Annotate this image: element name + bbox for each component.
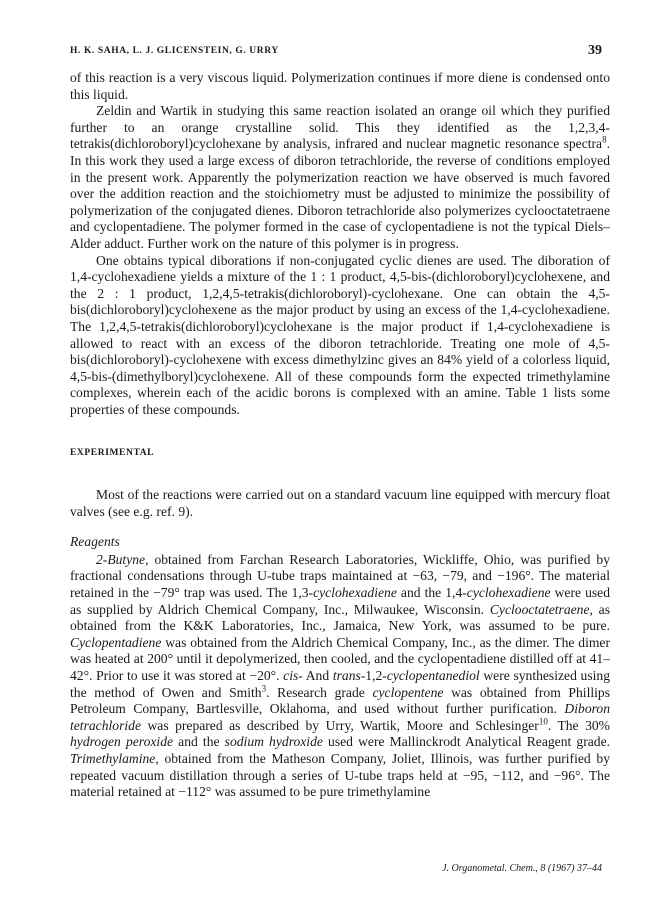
paragraph-text: was obtained from Phillips Petroleum Company, Bartlesville, Oklahoma, and used without further purification.: [70, 684, 610, 717]
paragraph-text: and the 1,4-: [396, 585, 467, 601]
paragraph-text: , obtained from Farchan Research Laboratories, Wickliffe, Ohio, was purified by fractional condensations through U-tube traps maintained at −63, −79, and −196°. The material retained in the −79° trap was used. The 1,3-: [70, 551, 610, 601]
reagent-name: trans: [332, 668, 361, 683]
reagent-name: cyclopentanediol: [386, 668, 480, 683]
reagent-name: cis-: [283, 668, 303, 683]
paragraph-text: and the: [173, 734, 225, 750]
paragraph-text: -1,2-: [360, 668, 387, 683]
reference-superscript: 10: [538, 716, 548, 727]
page-header: [70, 44, 602, 62]
reference-superscript: 8: [602, 134, 607, 145]
paragraph-text: , as obtained from the K&K Laboratories, Inc., Jamaica, New York, was assumed to be pure.: [70, 601, 611, 634]
reagent-name: Cyclooctatetraene: [489, 601, 590, 617]
reagent-name: Diboron tetrachloride: [70, 701, 610, 733]
page-number: 39: [588, 43, 602, 58]
paragraph-diborations: One obtains typical diborations if non-conjugated cyclic dienes are used. The diboration of 1,4-cyclohexadiene yields a mixture of the 1 : 1 product, 4,5-bis-(dichloroboryl)cyclohexene, and the 2 : 1 product, 1,2,4,5-tetrakis(dichloroboryl)-cyclohexane. One can obtain the 4,5-bis(dichloroboryl)cyclohexene as the major product by using an excess of the 1,4-cyclohexadiene. The 1,2,4,5-tetrakis(dichloroboryl)cyclohexane is the major product if 1,4-cyclohexadiene is allowed to react with an excess of the diboron tetrachloride. Treating one mole of 4,5-bis(dichloroboryl)-cyclohexene with excess dimethylzinc gives an 84% yield of a colorless liquid, 4,5-bis-(dimethylboryl)cyclohexene. All of these compounds form the expected trimethylamine complexes, wherein each of the acidic borons is complexed with an amine. Table 1 lists some properties of these compounds.: [70, 252, 610, 417]
paragraph-text: was obtained from the Aldrich Chemical Company, Inc., as the dimer. The dimer was heated at 200° until it depolymerized, then cooled, and the cyclopentadiene distilled off at 41–42°. Prior to use it was stored at −20°.: [70, 634, 610, 683]
journal-citation-footer: J. Organometal. Chem., 8 (1967) 37–44: [442, 863, 602, 874]
paragraph-text: were synthesized using the method of Owen and Smith: [70, 668, 610, 700]
paragraph-text: . Research grade: [266, 684, 373, 700]
paragraph-text: . In this work they used a large excess of diboron tetrachloride, the reverse of conditions employed in the present work. Apparently the polymerization reaction we have observed is much favored over the addition reaction and the stoichiometry must be adjusted to minimize the possibility of polymerization of the conjugated dienes. Diboron tetrachloride also polymerizes cyclooctatetraene and cyclopentadiene. The polymer formed in the case of cyclopentadiene is not the typical Diels–Alder adduct. Further work on the nature of this polymer is in progress.: [70, 136, 610, 251]
reagent-name: cyclopentene: [372, 684, 444, 700]
paragraph-text: were used as supplied by Aldrich Chemical Company, Inc., Milwaukee, Wisconsin.: [70, 585, 610, 617]
section-heading-experimental: EXPERIMENTAL: [70, 448, 155, 459]
paragraph-text: , obtained from the Matheson Company, Joliet, Illinois, was further purified by repeated vacuum distillation through a series of U-tube traps held at −95, −112, and −96°. The material retained at −112° was assumed to be pure trimethylamine: [70, 750, 610, 800]
paragraph-experimental-intro: Most of the reactions were carried out on a standard vacuum line equipped with mercury float valves (see e.g. ref. 9).: [70, 487, 610, 519]
paragraph-text: was prepared as described by Urry, Wartik, Moore and Schlesinger: [140, 717, 539, 733]
paragraph-zeldin-wartik: [70, 103, 610, 252]
paragraph-text: . The 30%: [547, 717, 610, 733]
reagent-name: Trimethylamine: [70, 750, 156, 766]
reagent-name: sodium hydroxide: [224, 734, 323, 750]
article-body: [70, 70, 610, 801]
paragraph-text: used were Mallinckrodt Analytical Reagent grade.: [322, 734, 610, 750]
reagent-name: cyclohexadiene: [313, 585, 397, 601]
reagent-name: 2-Butyne: [96, 551, 146, 567]
running-head-authors: H. K. SAHA, L. J. GLICENSTEIN, G. URRY: [70, 46, 279, 56]
subheading-reagents: Reagents: [70, 534, 120, 550]
paragraph-text: Zeldin and Wartik in studying this same reaction isolated an orange oil which they purified further to an orange crystalline solid. This they identified as the 1,2,3,4-tetrakis(dichloroboryl)cyclohexane by analysis, infrared and nuclear magnetic resonance spectra: [70, 103, 610, 152]
reference-superscript: 3: [261, 683, 267, 694]
reagent-name: cyclohexadiene: [466, 585, 551, 601]
paragraph-continued: of this reaction is a very viscous liquid. Polymerization continues if more diene is condensed onto this liquid.: [70, 70, 610, 102]
paragraph-text: And: [302, 668, 333, 683]
reagent-name: hydrogen peroxide: [70, 734, 174, 750]
paragraph-reagents: [70, 552, 610, 801]
reagent-name: Cyclopentadiene: [70, 634, 162, 650]
